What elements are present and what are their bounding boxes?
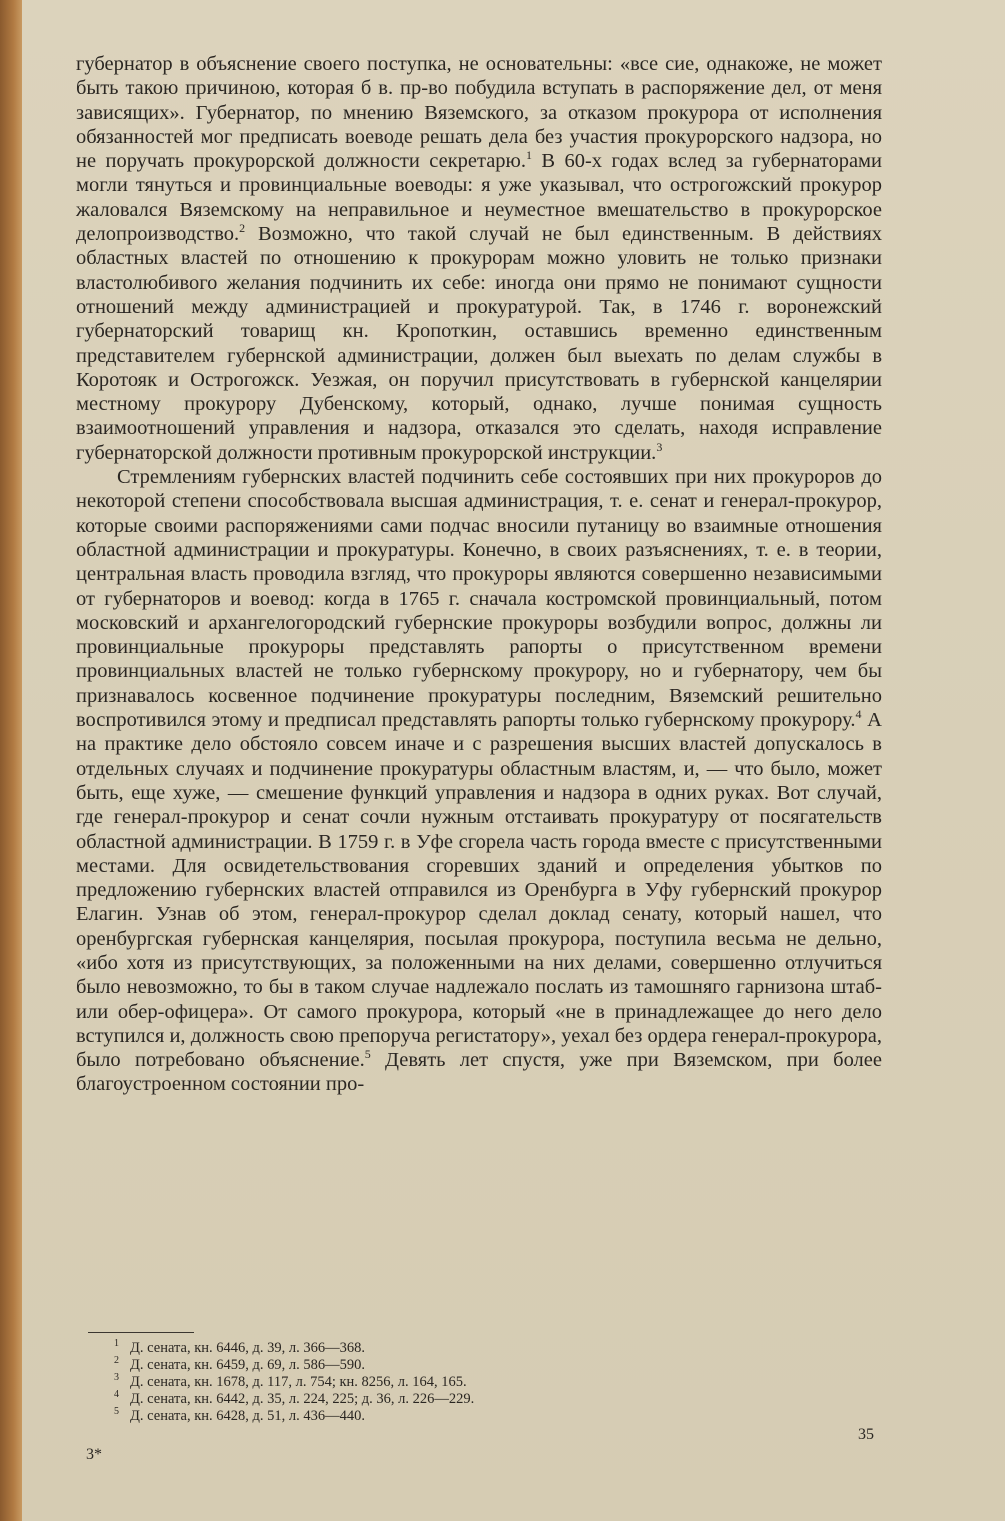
- footnote-text: Д. сената, кн. 6428, д. 51, л. 436—440.: [130, 1408, 366, 1424]
- footnote-reference: 3: [656, 439, 663, 454]
- footnote: 2 Д. сената, кн. 6459, д. 69, л. 586—590.: [114, 1355, 366, 1373]
- footnotes: [114, 1340, 854, 1425]
- paragraph-text: Возможно, что такой случай не был единственным. В действиях областных властей по отношению к прокурорам можно уловить не только признаки властолюбивого желания подчинить их себе: иногда они прямо не понимают сущности отношений между администрацией и прокуратурой. Так, в 1746 г. воронежский губернаторский товарищ кн. Кропоткин, оставшись временно единственным представителем губернской администрации, должен был выехать по делам службы в Коротояк и Острогожск. Уезжая, он поручил присутствовать в губернской канцелярии местному прокурору Дубенскому, который, однако, лучше понимая сущность взаимоотношений управления и надзора, отказался это сделать, находя исправление губернаторской должности противным прокурорской инструкции.: [76, 223, 882, 464]
- footnote: 1 Д. сената, кн. 6446, д. 39, л. 366—368.: [114, 1338, 366, 1356]
- footnote-reference: 1: [526, 148, 532, 163]
- printer-signature: 3*: [86, 1446, 102, 1463]
- footnote-reference: 2: [239, 221, 246, 236]
- footnote: 4 Д. сената, кн. 6442, д. 35, л. 224, 225; д. 36, л. 226—229.: [114, 1389, 475, 1407]
- footnote-reference: 5: [364, 1047, 371, 1062]
- footnote-text: Д. сената, кн. 6446, д. 39, л. 366—368.: [130, 1340, 366, 1356]
- book-page: [22, 0, 1005, 1521]
- paragraph-text: Стремлениям губернских властей подчинить себе состоявших при них прокуроров до некоторой степени способствовала высшая администрация, т. е. сенат и генерал-прокурор, которые своими распоряжениями сами подчас вносили путаницу во взаимные отношения областной администрации и прокуратуры. Конечно, в своих разъяснениях, т. е. в теории, центральная власть проводила взгляд, что прокуроры являются совершенно независимыми от губернаторов и воевод: когда в 1765 г. сначала костромской провинциальный, потом московский и архангелогородский губернские прокуроры возбудили вопрос, должны ли провинциальные прокуроры представлять рапорты о присутственном времени провинциальных властей не только губернскому прокурору, но и губернатору, чем бы признавалось косвенное подчинение прокуратуры последним, Вяземский решительно воспротивился этому и предписал представлять рапорты только губернскому прокурору.: [76, 466, 882, 732]
- paragraph-text: Девять лет спустя, уже при Вяземском, при более благоустроенном состоянии про-: [76, 1049, 882, 1096]
- footnote-text: Д. сената, кн. 6459, д. 69, л. 586—590.: [130, 1357, 366, 1373]
- body-text: [76, 52, 882, 1097]
- book-spine-edge: [0, 0, 22, 1521]
- footnote-reference: 4: [855, 707, 862, 722]
- page-number: 35: [858, 1426, 874, 1443]
- paragraph-text: В 60-х годах вслед за губернаторами могли тянуться и провинциальные воеводы: я уже указывал, что острогожский прокурор жаловался Вяземскому на неправильное и неуместное вмешательство в прокурорское делопроизводство.: [76, 150, 882, 246]
- footnote-text: Д. сената, кн. 6442, д. 35, л. 224, 225; д. 36, л. 226—229.: [130, 1391, 475, 1407]
- paragraph: [76, 52, 882, 465]
- footnote: 5 Д. сената, кн. 6428, д. 51, л. 436—440.: [114, 1406, 366, 1424]
- footnote-text: Д. сената, кн. 1678, д. 117, л. 754; кн. 8256, л. 164, 165.: [130, 1374, 467, 1390]
- footnote-separator: [88, 1332, 194, 1333]
- footnote: 3 Д. сената, кн. 1678, д. 117, л. 754; кн. 8256, л. 164, 165.: [114, 1372, 467, 1390]
- paragraph-text: А на практике дело обстояло совсем иначе и с разрешения высших властей допускалось в отдельных случаях и подчинение прокуратуры областным властям, и, — что было, может быть, еще хуже, — смешение функций управления и надзора в одних руках. Вот случай, где генерал-прокурор и сенат сочли нужным отстаивать прокуратуру от посягательств областной администрации. В 1759 г. в Уфе сгорела часть города вместе с присутственными местами. Для освидетельствования сгоревших зданий и определения убытков по предложению губернских властей отправился из Оренбурга в Уфу губернский прокурор Елагин. Узнав об этом, генерал-прокурор сделал доклад сенату, который нашел, что оренбургская губернская канцелярия, посылая прокурора, поступила весьма не дельно, «ибо хотя из присутствующих, за положенными на них делами, совершенно отлучиться было невозможно, то бы в таком случае надлежало послать из тамошняго гарнизона штаб- или обер-офицера». От самого прокурора, который «не в принадлежащее до него дело вступился и, должность свою препоруча регистатору», уехал без ордера генерал-прокурора, было потребовано объяснение.: [76, 709, 882, 1072]
- paragraph: [76, 465, 882, 1097]
- paragraph-text: губернатор в объяснение своего поступка, не основательны: «все сие, однакоже, не может быть такою причиною, которая б в. пр-во побудила вступать в распоряжение дел, от меня зависящих». Губернатор, по мнению Вяземского, за отказом прокурора от исполнения обязанностей мог предписать воеводе решать дела без участия прокурорского надзора, но не поручать прокурорской должности секретарю.: [76, 53, 882, 173]
